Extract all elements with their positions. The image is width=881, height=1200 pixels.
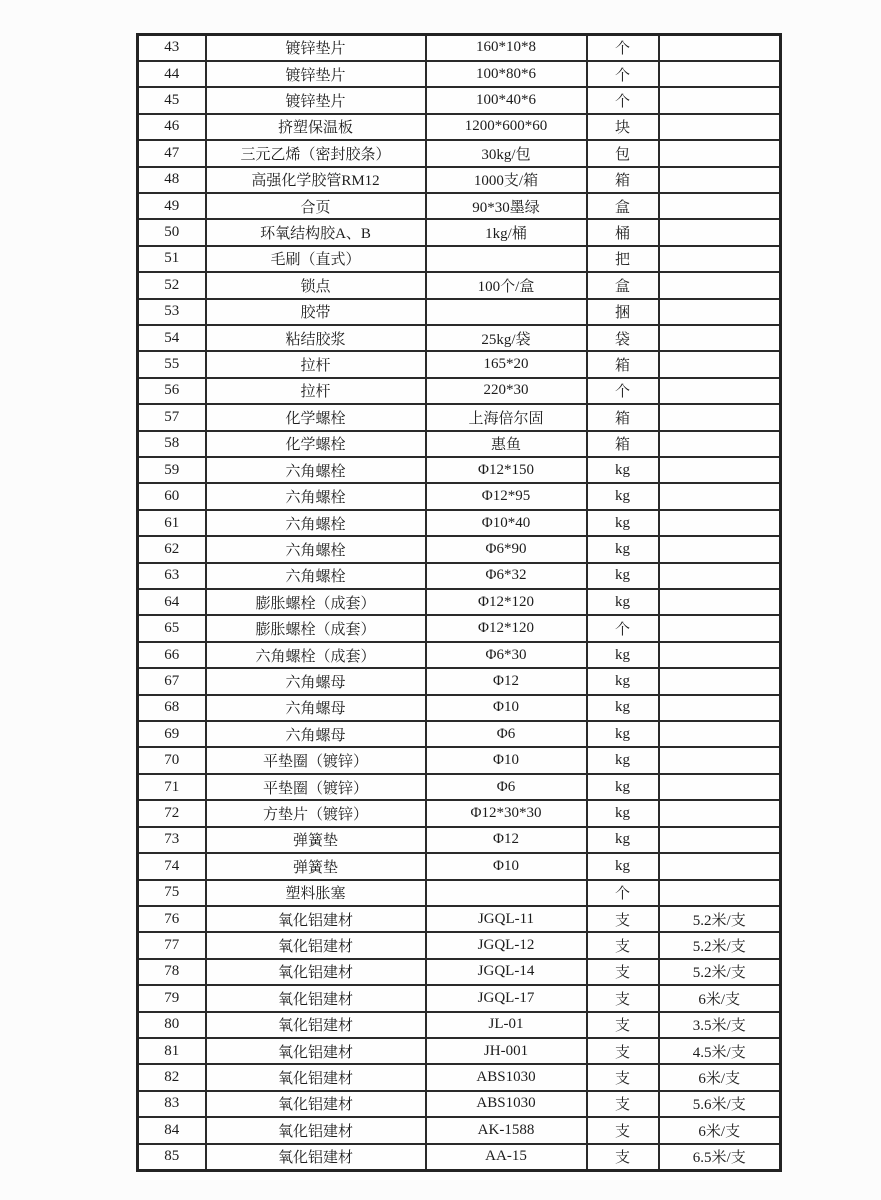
remark-cell xyxy=(659,483,781,509)
item-name-cell: 六角螺栓 xyxy=(206,457,426,483)
table-row xyxy=(138,457,781,483)
item-name-cell: 氧化铝建材 xyxy=(206,932,426,958)
spec-cell: ABS1030 xyxy=(426,1091,587,1117)
remark-cell xyxy=(659,510,781,536)
serial-cell: 69 xyxy=(138,721,206,747)
serial-cell: 77 xyxy=(138,932,206,958)
spec-cell: Φ6 xyxy=(426,721,587,747)
item-name-cell: 氧化铝建材 xyxy=(206,906,426,932)
table-row xyxy=(138,563,781,589)
item-name-cell: 六角螺母 xyxy=(206,695,426,721)
spec-cell: Φ12*120 xyxy=(426,589,587,615)
item-name-cell: 氧化铝建材 xyxy=(206,1012,426,1038)
remark-cell xyxy=(659,457,781,483)
spec-cell: AK-1588 xyxy=(426,1117,587,1143)
unit-cell: 支 xyxy=(587,1064,659,1090)
item-name-cell: 合页 xyxy=(206,193,426,219)
serial-cell: 44 xyxy=(138,61,206,87)
spec-cell: 90*30墨绿 xyxy=(426,193,587,219)
spec-cell: Φ10 xyxy=(426,695,587,721)
serial-cell: 78 xyxy=(138,959,206,985)
serial-cell: 67 xyxy=(138,668,206,694)
table-row xyxy=(138,1144,781,1171)
remark-cell xyxy=(659,642,781,668)
unit-cell: kg xyxy=(587,695,659,721)
serial-cell: 84 xyxy=(138,1117,206,1143)
item-name-cell: 六角螺栓 xyxy=(206,536,426,562)
table-row xyxy=(138,668,781,694)
table-row xyxy=(138,1012,781,1038)
remark-cell xyxy=(659,351,781,377)
item-name-cell: 三元乙烯（密封胶条） xyxy=(206,140,426,166)
remark-cell xyxy=(659,695,781,721)
spec-cell: JH-001 xyxy=(426,1038,587,1064)
table-row xyxy=(138,827,781,853)
unit-cell: kg xyxy=(587,800,659,826)
item-name-cell: 六角螺母 xyxy=(206,721,426,747)
serial-cell: 76 xyxy=(138,906,206,932)
table-row xyxy=(138,510,781,536)
item-name-cell: 弹簧垫 xyxy=(206,853,426,879)
serial-cell: 80 xyxy=(138,1012,206,1038)
table-row xyxy=(138,853,781,879)
remark-cell xyxy=(659,853,781,879)
spec-cell: Φ10 xyxy=(426,853,587,879)
unit-cell: 支 xyxy=(587,1012,659,1038)
item-name-cell: 氧化铝建材 xyxy=(206,1117,426,1143)
unit-cell: 袋 xyxy=(587,325,659,351)
unit-cell: kg xyxy=(587,774,659,800)
serial-cell: 75 xyxy=(138,880,206,906)
serial-cell: 60 xyxy=(138,483,206,509)
table-row xyxy=(138,642,781,668)
unit-cell: 包 xyxy=(587,140,659,166)
table-row xyxy=(138,695,781,721)
spec-cell: 25kg/袋 xyxy=(426,325,587,351)
unit-cell: 个 xyxy=(587,87,659,113)
unit-cell: 箱 xyxy=(587,404,659,430)
table-row xyxy=(138,880,781,906)
item-name-cell: 胶带 xyxy=(206,299,426,325)
table-row xyxy=(138,299,781,325)
spec-cell: ABS1030 xyxy=(426,1064,587,1090)
serial-cell: 64 xyxy=(138,589,206,615)
remark-cell: 6米/支 xyxy=(659,1117,781,1143)
spec-cell: Φ6 xyxy=(426,774,587,800)
item-name-cell: 方垫片（镀锌） xyxy=(206,800,426,826)
serial-cell: 82 xyxy=(138,1064,206,1090)
item-name-cell: 氧化铝建材 xyxy=(206,1144,426,1171)
remark-cell xyxy=(659,747,781,773)
spec-cell: 100*40*6 xyxy=(426,87,587,113)
item-name-cell: 锁点 xyxy=(206,272,426,298)
serial-cell: 58 xyxy=(138,431,206,457)
item-name-cell: 挤塑保温板 xyxy=(206,114,426,140)
item-name-cell: 化学螺栓 xyxy=(206,431,426,457)
item-name-cell: 拉杆 xyxy=(206,351,426,377)
unit-cell: 把 xyxy=(587,246,659,272)
unit-cell: 支 xyxy=(587,932,659,958)
spec-cell: 165*20 xyxy=(426,351,587,377)
remark-cell xyxy=(659,35,781,61)
table-row xyxy=(138,615,781,641)
item-name-cell: 弹簧垫 xyxy=(206,827,426,853)
table-row xyxy=(138,1038,781,1064)
unit-cell: 支 xyxy=(587,1117,659,1143)
item-name-cell: 粘结胶浆 xyxy=(206,325,426,351)
serial-cell: 48 xyxy=(138,167,206,193)
serial-cell: 81 xyxy=(138,1038,206,1064)
remark-cell xyxy=(659,589,781,615)
serial-cell: 73 xyxy=(138,827,206,853)
serial-cell: 45 xyxy=(138,87,206,113)
serial-cell: 71 xyxy=(138,774,206,800)
unit-cell: kg xyxy=(587,668,659,694)
remark-cell: 3.5米/支 xyxy=(659,1012,781,1038)
unit-cell: 箱 xyxy=(587,431,659,457)
table-row xyxy=(138,272,781,298)
spec-cell: 220*30 xyxy=(426,378,587,404)
spec-cell: Φ10*40 xyxy=(426,510,587,536)
item-name-cell: 膨胀螺栓（成套） xyxy=(206,589,426,615)
remark-cell xyxy=(659,193,781,219)
remark-cell: 6.5米/支 xyxy=(659,1144,781,1171)
spec-cell: JGQL-11 xyxy=(426,906,587,932)
table-row xyxy=(138,985,781,1011)
table-row xyxy=(138,193,781,219)
unit-cell: 个 xyxy=(587,880,659,906)
spec-cell: JGQL-12 xyxy=(426,932,587,958)
table-row xyxy=(138,87,781,113)
item-name-cell: 六角螺栓（成套） xyxy=(206,642,426,668)
table-row xyxy=(138,325,781,351)
item-name-cell: 环氧结构胶A、B xyxy=(206,219,426,245)
serial-cell: 53 xyxy=(138,299,206,325)
serial-cell: 72 xyxy=(138,800,206,826)
spec-cell xyxy=(426,880,587,906)
table-row xyxy=(138,431,781,457)
unit-cell: 个 xyxy=(587,378,659,404)
remark-cell: 5.6米/支 xyxy=(659,1091,781,1117)
remark-cell xyxy=(659,827,781,853)
spec-cell: Φ10 xyxy=(426,747,587,773)
table-row xyxy=(138,114,781,140)
table-row xyxy=(138,378,781,404)
item-name-cell: 六角螺母 xyxy=(206,668,426,694)
unit-cell: kg xyxy=(587,589,659,615)
unit-cell: kg xyxy=(587,721,659,747)
table-row xyxy=(138,167,781,193)
serial-cell: 79 xyxy=(138,985,206,1011)
unit-cell: 个 xyxy=(587,615,659,641)
unit-cell: 支 xyxy=(587,1091,659,1117)
item-name-cell: 平垫圈（镀锌） xyxy=(206,774,426,800)
item-name-cell: 六角螺栓 xyxy=(206,510,426,536)
item-name-cell: 拉杆 xyxy=(206,378,426,404)
serial-cell: 68 xyxy=(138,695,206,721)
item-name-cell: 高强化学胶管RM12 xyxy=(206,167,426,193)
table-row xyxy=(138,1117,781,1143)
unit-cell: kg xyxy=(587,510,659,536)
serial-cell: 46 xyxy=(138,114,206,140)
serial-cell: 55 xyxy=(138,351,206,377)
remark-cell xyxy=(659,272,781,298)
item-name-cell: 化学螺栓 xyxy=(206,404,426,430)
spec-cell xyxy=(426,246,587,272)
serial-cell: 49 xyxy=(138,193,206,219)
unit-cell: kg xyxy=(587,457,659,483)
remark-cell xyxy=(659,774,781,800)
serial-cell: 66 xyxy=(138,642,206,668)
materials-table-body xyxy=(138,35,781,1171)
table-row xyxy=(138,140,781,166)
table-row xyxy=(138,800,781,826)
remark-cell xyxy=(659,167,781,193)
item-name-cell: 六角螺栓 xyxy=(206,483,426,509)
spec-cell: Φ12*30*30 xyxy=(426,800,587,826)
serial-cell: 56 xyxy=(138,378,206,404)
serial-cell: 50 xyxy=(138,219,206,245)
serial-cell: 59 xyxy=(138,457,206,483)
spec-cell: 惠鱼 xyxy=(426,431,587,457)
table-row xyxy=(138,246,781,272)
table-row xyxy=(138,721,781,747)
table-row xyxy=(138,774,781,800)
spec-cell: Φ12*150 xyxy=(426,457,587,483)
serial-cell: 47 xyxy=(138,140,206,166)
unit-cell: 支 xyxy=(587,906,659,932)
spec-cell: JGQL-17 xyxy=(426,985,587,1011)
remark-cell xyxy=(659,219,781,245)
item-name-cell: 氧化铝建材 xyxy=(206,1064,426,1090)
table-row xyxy=(138,1091,781,1117)
serial-cell: 61 xyxy=(138,510,206,536)
remark-cell: 4.5米/支 xyxy=(659,1038,781,1064)
table-row xyxy=(138,1064,781,1090)
spec-cell: AA-15 xyxy=(426,1144,587,1171)
spec-cell: Φ6*30 xyxy=(426,642,587,668)
table-row xyxy=(138,747,781,773)
unit-cell: 个 xyxy=(587,61,659,87)
unit-cell: 支 xyxy=(587,985,659,1011)
unit-cell: 箱 xyxy=(587,351,659,377)
serial-cell: 57 xyxy=(138,404,206,430)
remark-cell: 5.2米/支 xyxy=(659,959,781,985)
serial-cell: 74 xyxy=(138,853,206,879)
unit-cell: kg xyxy=(587,483,659,509)
remark-cell xyxy=(659,325,781,351)
serial-cell: 65 xyxy=(138,615,206,641)
table-row xyxy=(138,351,781,377)
table-row xyxy=(138,932,781,958)
spec-cell: 100*80*6 xyxy=(426,61,587,87)
item-name-cell: 塑料胀塞 xyxy=(206,880,426,906)
remark-cell xyxy=(659,563,781,589)
remark-cell xyxy=(659,880,781,906)
remark-cell xyxy=(659,140,781,166)
serial-cell: 43 xyxy=(138,35,206,61)
item-name-cell: 氧化铝建材 xyxy=(206,985,426,1011)
unit-cell: 捆 xyxy=(587,299,659,325)
table-row xyxy=(138,35,781,61)
unit-cell: 箱 xyxy=(587,167,659,193)
table-row xyxy=(138,959,781,985)
table-row xyxy=(138,536,781,562)
remark-cell xyxy=(659,404,781,430)
unit-cell: kg xyxy=(587,827,659,853)
serial-cell: 70 xyxy=(138,747,206,773)
spec-cell: 160*10*8 xyxy=(426,35,587,61)
remark-cell xyxy=(659,431,781,457)
unit-cell: 块 xyxy=(587,114,659,140)
unit-cell: 个 xyxy=(587,35,659,61)
unit-cell: 盒 xyxy=(587,272,659,298)
remark-cell xyxy=(659,61,781,87)
spec-cell: JL-01 xyxy=(426,1012,587,1038)
spec-cell: Φ12*120 xyxy=(426,615,587,641)
spec-cell: Φ12 xyxy=(426,827,587,853)
unit-cell: 盒 xyxy=(587,193,659,219)
remark-cell: 5.2米/支 xyxy=(659,906,781,932)
unit-cell: kg xyxy=(587,642,659,668)
spec-cell xyxy=(426,299,587,325)
item-name-cell: 平垫圈（镀锌） xyxy=(206,747,426,773)
spec-cell: Φ6*90 xyxy=(426,536,587,562)
unit-cell: kg xyxy=(587,853,659,879)
spec-cell: Φ12*95 xyxy=(426,483,587,509)
serial-cell: 63 xyxy=(138,563,206,589)
unit-cell: kg xyxy=(587,563,659,589)
item-name-cell: 氧化铝建材 xyxy=(206,959,426,985)
serial-cell: 85 xyxy=(138,1144,206,1171)
remark-cell xyxy=(659,800,781,826)
unit-cell: kg xyxy=(587,747,659,773)
item-name-cell: 毛刷（直式） xyxy=(206,246,426,272)
table-row xyxy=(138,219,781,245)
remark-cell xyxy=(659,721,781,747)
spec-cell: 1kg/桶 xyxy=(426,219,587,245)
table-row xyxy=(138,589,781,615)
unit-cell: 支 xyxy=(587,1144,659,1171)
table-row xyxy=(138,404,781,430)
table-row xyxy=(138,906,781,932)
remark-cell xyxy=(659,615,781,641)
spec-cell: 1000支/箱 xyxy=(426,167,587,193)
spec-cell: JGQL-14 xyxy=(426,959,587,985)
remark-cell: 5.2米/支 xyxy=(659,932,781,958)
item-name-cell: 氧化铝建材 xyxy=(206,1091,426,1117)
spec-cell: 100个/盒 xyxy=(426,272,587,298)
remark-cell xyxy=(659,87,781,113)
serial-cell: 51 xyxy=(138,246,206,272)
spec-cell: 上海倍尔固 xyxy=(426,404,587,430)
remark-cell xyxy=(659,536,781,562)
materials-table xyxy=(136,33,782,1172)
serial-cell: 52 xyxy=(138,272,206,298)
remark-cell: 6米/支 xyxy=(659,985,781,1011)
item-name-cell: 膨胀螺栓（成套） xyxy=(206,615,426,641)
unit-cell: 支 xyxy=(587,959,659,985)
remark-cell xyxy=(659,246,781,272)
spec-cell: Φ12 xyxy=(426,668,587,694)
spec-cell: 1200*600*60 xyxy=(426,114,587,140)
unit-cell: 桶 xyxy=(587,219,659,245)
remark-cell xyxy=(659,114,781,140)
remark-cell xyxy=(659,668,781,694)
remark-cell: 6米/支 xyxy=(659,1064,781,1090)
item-name-cell: 镀锌垫片 xyxy=(206,87,426,113)
serial-cell: 83 xyxy=(138,1091,206,1117)
serial-cell: 62 xyxy=(138,536,206,562)
item-name-cell: 镀锌垫片 xyxy=(206,35,426,61)
remark-cell xyxy=(659,378,781,404)
table-row xyxy=(138,61,781,87)
spec-cell: 30kg/包 xyxy=(426,140,587,166)
item-name-cell: 六角螺栓 xyxy=(206,563,426,589)
serial-cell: 54 xyxy=(138,325,206,351)
item-name-cell: 镀锌垫片 xyxy=(206,61,426,87)
spec-cell: Φ6*32 xyxy=(426,563,587,589)
table-row xyxy=(138,483,781,509)
unit-cell: 支 xyxy=(587,1038,659,1064)
remark-cell xyxy=(659,299,781,325)
unit-cell: kg xyxy=(587,536,659,562)
item-name-cell: 氧化铝建材 xyxy=(206,1038,426,1064)
